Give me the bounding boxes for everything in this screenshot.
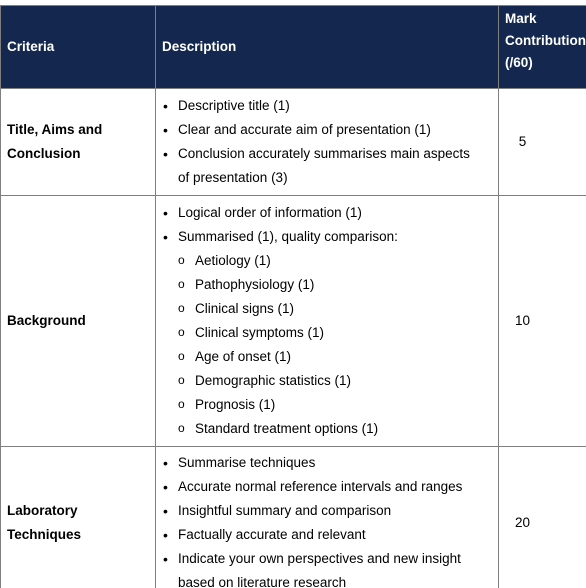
criteria-line: Techniques: [7, 527, 82, 542]
criteria-cell: Background: [1, 196, 156, 447]
table-row: [1, 196, 586, 447]
sub-list-item: o Clinical signs (1): [162, 297, 492, 321]
list-item-line: Conclusion accurately summarises main aspects: [178, 146, 470, 161]
mark-value: 5: [518, 134, 527, 149]
mark-cell: [499, 447, 586, 588]
header-mark-line2: Contribution: [505, 33, 586, 48]
criteria-line: Title, Aims and: [7, 122, 103, 137]
sub-list: [162, 249, 492, 441]
sub-list-item: o Pathophysiology (1): [162, 273, 492, 297]
sub-list-item: o Aetiology (1): [162, 249, 492, 273]
sub-list-item: o Demographic statistics (1): [162, 369, 492, 393]
mark-cell: [499, 89, 586, 196]
criteria-line: Laboratory: [7, 503, 78, 518]
list-item-line: of presentation (3): [178, 170, 288, 185]
mark-cell: [499, 196, 586, 447]
list-item: • Insightful summary and comparison: [162, 499, 492, 523]
list-item: • Clear and accurate aim of presentation (1): [162, 118, 492, 142]
bullet-list: [162, 201, 492, 249]
list-item: • Factually accurate and relevant: [162, 523, 492, 547]
sub-list-item: o Clinical symptoms (1): [162, 321, 492, 345]
list-item: [162, 547, 492, 588]
sub-list-item: o Standard treatment options (1): [162, 417, 492, 441]
mark-value: 10: [514, 313, 531, 328]
sub-list-item: o Age of onset (1): [162, 345, 492, 369]
criteria-cell: [1, 447, 156, 588]
description-cell: [156, 196, 499, 447]
description-cell: [156, 89, 499, 196]
header-mark-line1: Mark: [505, 11, 537, 26]
header-mark-contribution: [499, 6, 586, 89]
list-item: • Logical order of information (1): [162, 201, 492, 225]
header-description: Description: [156, 6, 499, 89]
list-item-line: based on literature research: [178, 575, 347, 588]
marking-rubric-table: [0, 5, 586, 588]
bullet-list: [162, 94, 492, 190]
mark-value: 20: [514, 515, 531, 530]
sub-list-item: o Prognosis (1): [162, 393, 492, 417]
list-item: [162, 142, 492, 190]
list-item: • Descriptive title (1): [162, 94, 492, 118]
header-row: [1, 6, 586, 89]
list-item: • Accurate normal reference intervals and ranges: [162, 475, 492, 499]
header-criteria: Criteria: [1, 6, 156, 89]
list-item-line: Indicate your own perspectives and new insight: [178, 551, 461, 566]
description-cell: [156, 447, 499, 588]
table-row: [1, 89, 586, 196]
list-item: • Summarise techniques: [162, 451, 492, 475]
header-mark-line3: (/60): [505, 55, 533, 70]
table-row: [1, 447, 586, 588]
list-item: • Summarised (1), quality comparison:: [162, 225, 492, 249]
criteria-cell: [1, 89, 156, 196]
criteria-line: Conclusion: [7, 146, 81, 161]
bullet-list: [162, 451, 492, 588]
